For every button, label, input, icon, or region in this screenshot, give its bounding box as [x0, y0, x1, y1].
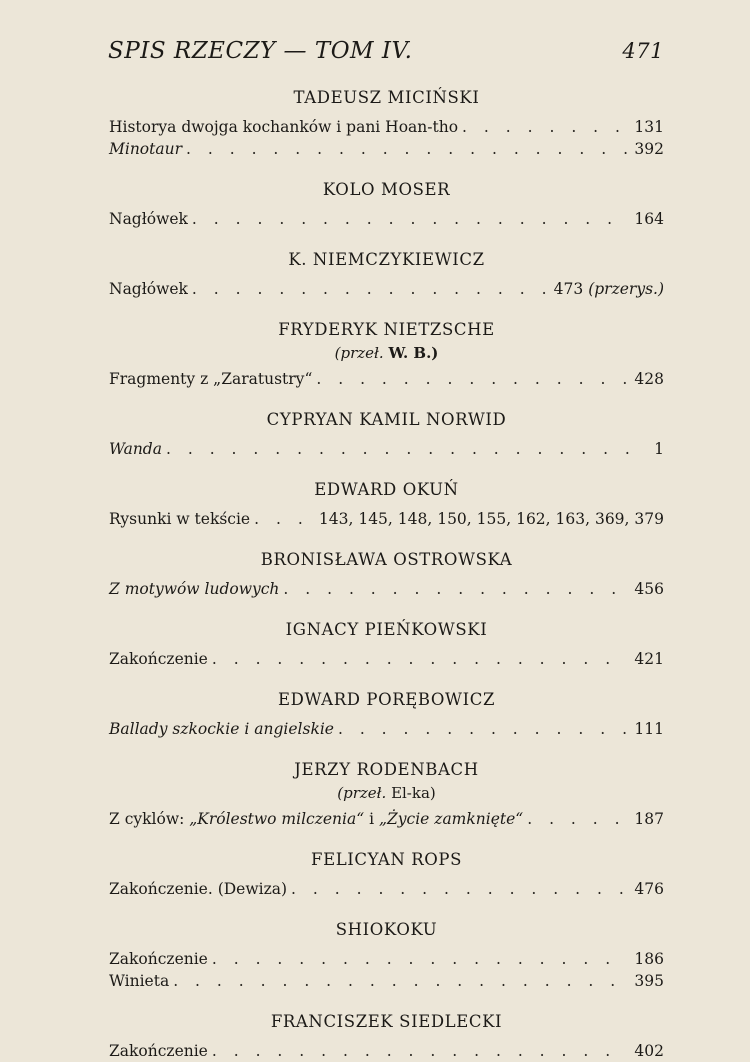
- dot-leader: [192, 208, 628, 230]
- toc-entry: [109, 138, 664, 160]
- dot-leader: [173, 970, 628, 992]
- entry-title: Zakończenie: [109, 650, 208, 668]
- header-title: SPIS RZECZY — TOM IV.: [108, 38, 413, 64]
- toc-section: [109, 1008, 664, 1062]
- entry-title: Zakończenie. (Dewiza): [109, 880, 288, 898]
- entry-title: Minotaur: [109, 140, 183, 158]
- entry-title: Historya dwojga kochanków i pani Hoan-tho: [109, 118, 459, 136]
- toc-section: [109, 616, 664, 670]
- entry-pages: 164: [634, 210, 664, 228]
- dot-leader: [254, 508, 313, 530]
- entry-pages: 428: [634, 370, 664, 388]
- toc-section: [109, 846, 664, 900]
- entry-pages: 131: [634, 118, 664, 136]
- entry-pages: 392: [634, 140, 664, 158]
- entry-title: Zakończenie: [109, 950, 208, 968]
- dot-leader: [462, 116, 628, 138]
- toc-entry: [109, 648, 664, 670]
- author-heading: FELICYAN ROPS: [311, 850, 462, 869]
- entry-title: Zakończenie: [109, 1042, 208, 1060]
- toc-entry: [109, 208, 664, 230]
- entry-pages: [554, 278, 664, 300]
- entry-title: [109, 808, 523, 830]
- toc-section: [109, 176, 664, 230]
- toc-entry: [109, 116, 664, 138]
- entry-pages: 143, 145, 148, 150, 155, 162, 163, 369, 379: [318, 510, 664, 528]
- toc-section: [109, 476, 664, 530]
- toc-entry: [109, 278, 664, 300]
- toc-entry: [109, 808, 664, 830]
- entry-pages: 476: [634, 880, 664, 898]
- title-prefix: Z cyklów:: [109, 810, 190, 828]
- entry-title: Rysunki w tekście: [109, 510, 251, 528]
- title-work-2: „Życie zamknięte“: [378, 810, 524, 828]
- toc-entry: [109, 368, 664, 390]
- title-conjunction: i: [364, 810, 379, 828]
- entry-title: Nagłówek: [109, 210, 188, 228]
- toc-entry: [109, 578, 664, 600]
- author-heading: FRYDERYK NIETZSCHE: [278, 320, 495, 339]
- entry-pages: 1: [654, 440, 664, 458]
- dot-leader: [291, 878, 628, 900]
- author-heading: KOLO MOSER: [322, 180, 451, 199]
- entry-note: (przerys.): [588, 280, 664, 298]
- author-heading: FRANCISZEK SIEDLECKI: [270, 1012, 503, 1031]
- translator-prefix: (przeł.: [337, 784, 387, 802]
- entry-pages: 186: [634, 950, 664, 968]
- running-header: [108, 38, 664, 64]
- translator-name: W. B.): [388, 344, 439, 362]
- entry-pages: 421: [634, 650, 664, 668]
- toc-entry: [109, 508, 664, 530]
- author-heading: CYPRYAN KAMIL NORWID: [266, 410, 507, 429]
- page-number: 471: [622, 39, 664, 63]
- entry-title: Nagłówek: [109, 280, 188, 298]
- toc-entry: [109, 948, 664, 970]
- dot-leader: [316, 368, 628, 390]
- toc-entry: [109, 438, 664, 460]
- dot-leader: [166, 438, 648, 460]
- toc-section: [109, 756, 664, 830]
- author-heading: IGNACY PIEŃKOWSKI: [285, 620, 488, 639]
- dot-leader: [527, 808, 628, 830]
- translator-name: El-ka): [391, 784, 436, 802]
- toc-section: [109, 84, 664, 160]
- toc-section: [109, 916, 664, 992]
- toc-entry: [109, 718, 664, 740]
- translator-line: [109, 344, 664, 363]
- author-heading: BRONISŁAWA OSTROWSKA: [260, 550, 513, 569]
- toc-section: [109, 686, 664, 740]
- author-heading: EDWARD PORĘBOWICZ: [277, 690, 496, 709]
- entry-pages: 111: [634, 720, 664, 738]
- entry-pages: 402: [634, 1042, 664, 1060]
- entry-title: Ballady szkockie i angielskie: [109, 720, 334, 738]
- dot-leader: [212, 948, 629, 970]
- toc-section: [109, 246, 664, 300]
- toc-entry: [109, 1040, 664, 1062]
- author-heading: K. NIEMCZYKIEWICZ: [288, 250, 485, 269]
- dot-leader: [192, 278, 548, 300]
- translator-line: [109, 784, 664, 803]
- toc-entry: [109, 970, 664, 992]
- author-heading: JERZY RODENBACH: [294, 760, 479, 779]
- entry-title: Z motywów ludowych: [109, 580, 280, 598]
- table-of-contents: [109, 84, 664, 1062]
- entry-title: Winieta: [109, 972, 170, 990]
- dot-leader: [338, 718, 628, 740]
- page-ref: 473: [553, 280, 584, 298]
- dot-leader: [283, 578, 628, 600]
- entry-pages: 456: [634, 580, 664, 598]
- dot-leader: [186, 138, 628, 160]
- toc-section: [109, 546, 664, 600]
- dot-leader: [212, 1040, 629, 1062]
- toc-entry: [109, 878, 664, 900]
- author-heading: TADEUSZ MICIŃSKI: [293, 88, 480, 107]
- entry-pages: 187: [634, 810, 664, 828]
- entry-pages: 395: [634, 972, 664, 990]
- entry-title: Wanda: [109, 440, 162, 458]
- author-heading: SHIOKOKU: [335, 920, 438, 939]
- entry-title: Fragmenty z „Zaratustry“: [109, 370, 313, 388]
- toc-section: [109, 316, 664, 390]
- translator-prefix: (przeł.: [334, 344, 384, 362]
- title-work-1: „Królestwo milczenia“: [189, 810, 365, 828]
- toc-section: [109, 406, 664, 460]
- dot-leader: [212, 648, 629, 670]
- author-heading: EDWARD OKUŃ: [314, 480, 459, 499]
